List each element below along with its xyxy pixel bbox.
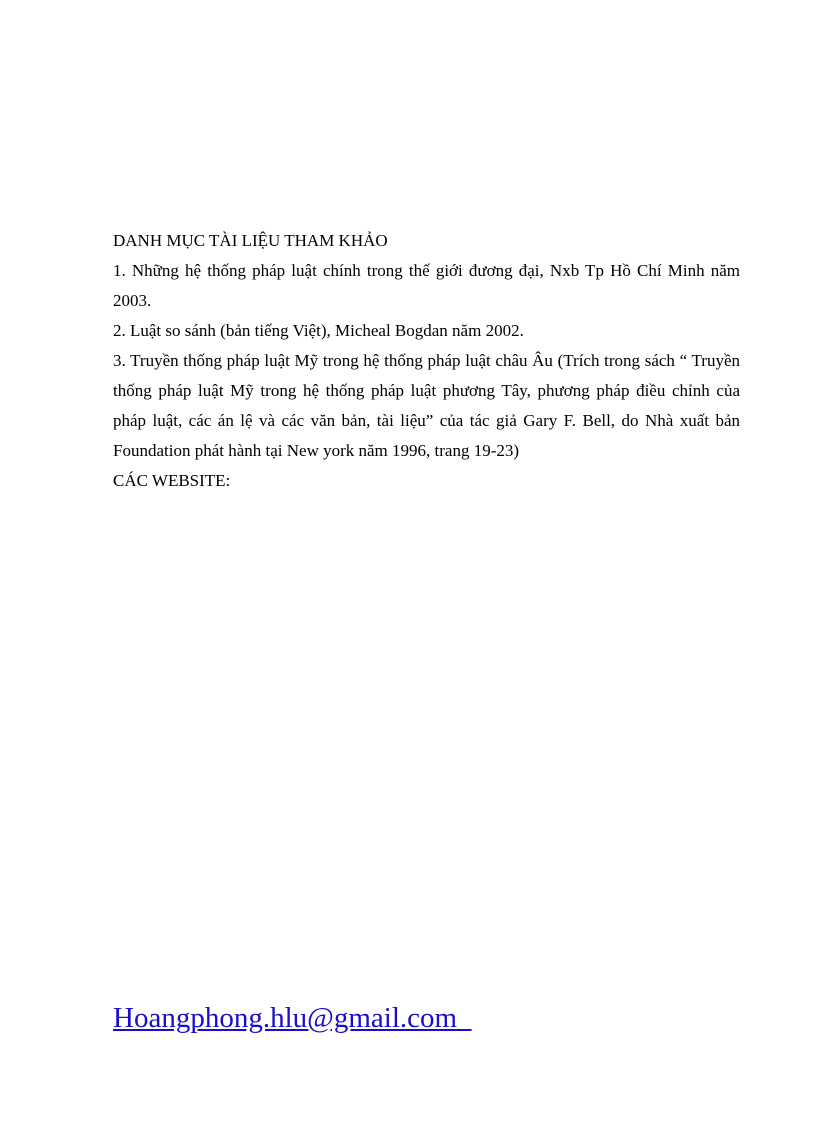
websites-heading: CÁC WEBSITE: [113,471,231,490]
reference-item-1: 1. Những hệ thống pháp luật chính trong thế giới đương đại, Nxb Tp Hồ Chí Minh năm 2003. [113,261,740,310]
reference-item-3: 3. Truyền thống pháp luật Mỹ trong hệ thống pháp luật châu Âu (Trích trong sách “ Truyền thống pháp luật Mỹ trong hệ thống pháp luật phương Tây, phương pháp điều chỉnh của pháp luật, các án lệ và các văn bản, tài liệu” của tác giả Gary F. Bell, do Nhà xuất bản Foundation phát hành tại New york năm 1996, trang 19-23) [113,351,740,460]
reference-item-2: 2. Luật so sánh (bản tiếng Việt), Micheal Bogdan năm 2002. [113,321,524,340]
references-heading: DANH MỤC TÀI LIỆU THAM KHẢO [113,231,388,250]
email-link[interactable]: Hoangphong.hlu@gmail.com [113,1002,472,1034]
references-section [113,226,740,496]
